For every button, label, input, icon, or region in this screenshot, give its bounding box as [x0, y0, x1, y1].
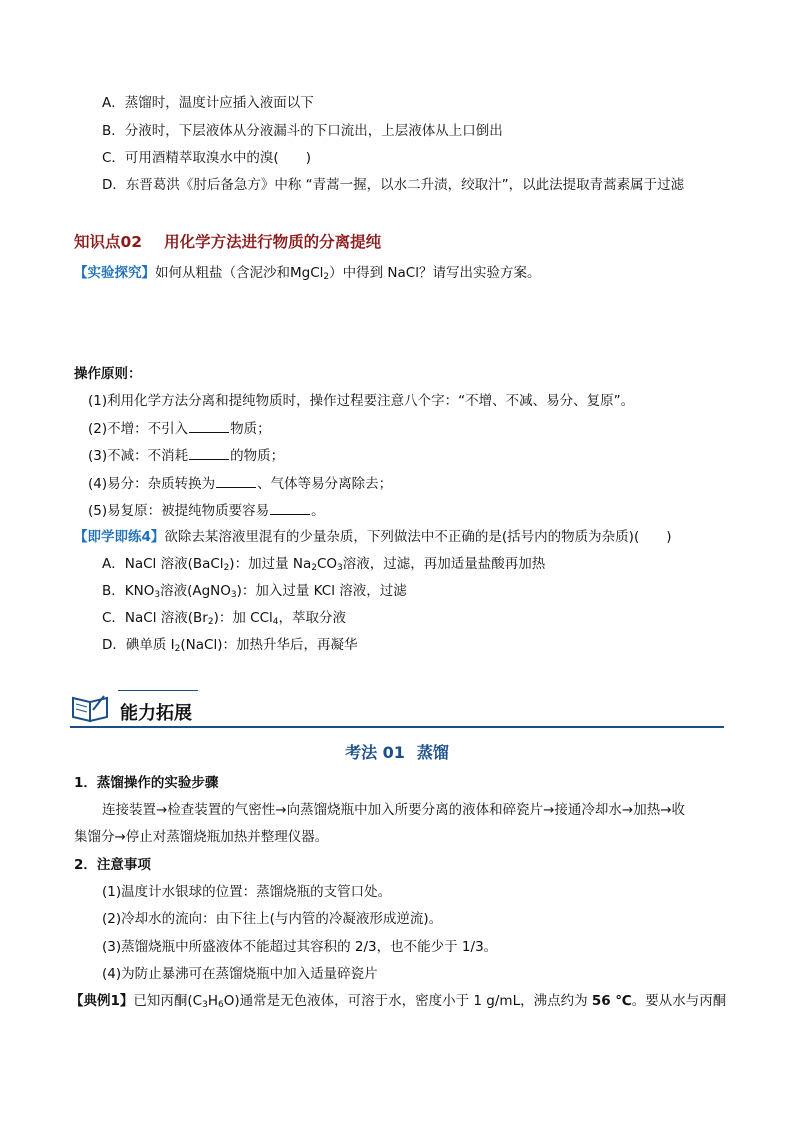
principle-5-b: 。 [311, 503, 325, 519]
principle-4-a: (4)易分：杂质转换为 [88, 476, 216, 492]
fill-blank[interactable] [216, 474, 256, 488]
note-1: (1)温度计水银球的位置：蒸馏烧瓶的支管口处。 [102, 884, 392, 900]
practice-option-d: D．碘单质 $I_2(NaCl)$：加热升华后，再凝华 [102, 637, 358, 654]
explore-text-end: ）中得到 NaCl？请写出实验方案。 [329, 265, 541, 281]
principle-3-b: 的物质； [230, 448, 285, 464]
principle-1: (1)利用化学方法分离和提纯物质时，操作过程要注意八个字：“不增、不减、易分、复原”。 [88, 393, 635, 409]
practice-option-c: C．NaCl 溶液$(Br_2)$：加 CCl$_4$，萃取分液 [102, 610, 346, 627]
practice-4-text: 欲除去某溶液里混有的少量杂质，下列做法中不正确的是(括号内的物质为杂质)( ) [164, 529, 672, 545]
principle-2-b: 物质； [230, 421, 271, 437]
principle-5-a: (5)易复原：被提纯物质要容易 [88, 503, 270, 519]
explore-sub: 2 [323, 272, 330, 282]
option-d: D．东晋葛洪《肘后备急方》中称 “青蒿一握，以水二升渍，绞取汁”，以此法提取青蒿素属于过滤 [102, 177, 685, 193]
practice-4-tag: 【即学即练4】 [74, 529, 165, 545]
principle-3 [88, 446, 284, 465]
section-topline [118, 690, 198, 691]
notes-heading: 2．注意事项 [74, 857, 151, 873]
practice-option-a: A．NaCl 溶液(BaCl$_2$)：加过量 $Na_2CO_3$溶液，过滤，再加适量盐酸再加热 [102, 556, 546, 573]
fill-blank[interactable] [189, 446, 229, 460]
steps-line-1: 连接装置→检查装置的气密性→向蒸馏烧瓶中加入所要分离的液体和碎瓷片→接通冷却水→加热→收 [102, 802, 686, 818]
note-3: (3)蒸馏烧瓶中所盛液体不能超过其容积的 2/3，也不能少于 1/3。 [102, 939, 498, 955]
note-4: (4)为防止暴沸可在蒸馏烧瓶中加入适量碎瓷片 [102, 966, 378, 982]
principle-2-a: (2)不增：不引入 [88, 421, 189, 437]
example-1-tag: 【典例1】 [70, 993, 134, 1009]
principle-5 [88, 501, 325, 520]
note-2: (2)冷却水的流向：由下往上(与内管的冷凝液形成逆流)。 [102, 911, 443, 927]
option-b: B．分液时，下层液体从分液漏斗的下口流出，上层液体从上口倒出 [102, 123, 503, 139]
option-a: A．蒸馏时，温度计应插入液面以下 [102, 95, 314, 111]
principle-4-b: 、气体等易分离除去； [257, 476, 393, 492]
knowledge-point-number: 知识点02 [74, 233, 143, 251]
steps-line-2: 集馏分→停止对蒸馏烧瓶加热并整理仪器。 [74, 829, 329, 845]
section-header [70, 686, 724, 730]
knowledge-point-title [74, 230, 403, 252]
principle-4 [88, 474, 392, 493]
practice-4 [74, 528, 671, 546]
section-rule [70, 726, 724, 728]
experiment-explore [74, 264, 540, 282]
fill-blank[interactable] [270, 501, 310, 515]
steps-heading: 1．蒸馏操作的实验步骤 [74, 775, 219, 791]
method-name: 蒸馏 [416, 743, 449, 762]
explore-tag: 【实验探究】 [74, 265, 155, 281]
explore-text: 如何从粗盐（含泥沙和MgCl [155, 265, 324, 281]
knowledge-point-text: 用化学方法进行物质的分离提纯 [164, 233, 382, 251]
example-1: 【典例1】已知丙酮$(C_3H_6O)$通常是无色液体，可溶于水，密度小于 1 g/mL，沸点约为 56 ℃。要从水与丙酮 [70, 993, 727, 1010]
principle-2 [88, 419, 271, 438]
option-c: C．可用酒精萃取溴水中的溴( ) [102, 150, 311, 166]
practice-option-b: B．$KNO_3$溶液(AgNO$_3$)：加入过量 KCl 溶液，过滤 [102, 583, 407, 600]
principle-3-a: (3)不减：不消耗 [88, 448, 189, 464]
principles-heading: 操作原则： [74, 366, 142, 382]
method-number: 考法 01 [345, 743, 405, 762]
book-pen-icon [70, 690, 112, 724]
fill-blank[interactable] [189, 419, 229, 433]
method-title [0, 740, 794, 763]
section-title: 能力拓展 [120, 703, 192, 724]
